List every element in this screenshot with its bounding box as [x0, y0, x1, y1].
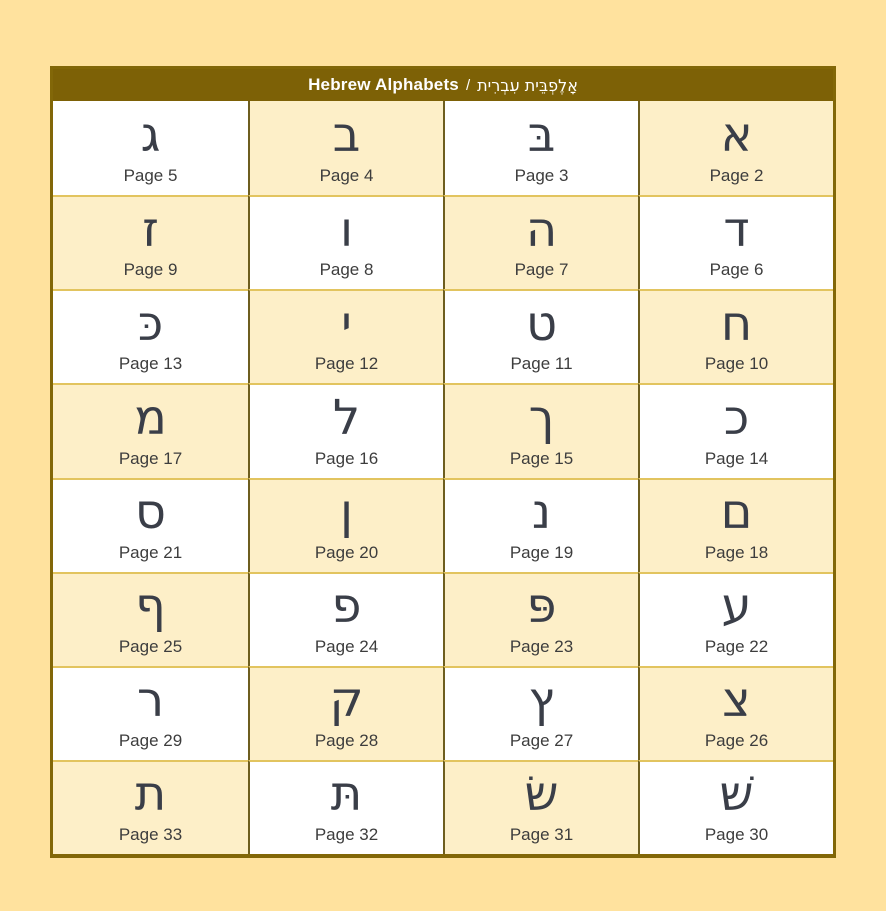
- page-label: Page 3: [514, 166, 569, 186]
- title-separator: /: [465, 76, 471, 94]
- page-label: Page 26: [704, 730, 769, 750]
- hebrew-letter: שׂ: [524, 766, 559, 823]
- hebrew-letter: ח: [720, 295, 753, 352]
- hebrew-letter: ם: [720, 484, 753, 541]
- page-label: Page 11: [510, 354, 573, 374]
- letter-cell[interactable]: [638, 760, 833, 854]
- letter-cell[interactable]: [248, 478, 443, 572]
- page-label: Page 22: [704, 636, 769, 656]
- alphabet-table: [50, 66, 836, 858]
- hebrew-letter: ד: [723, 201, 750, 258]
- hebrew-letter: ב: [332, 106, 361, 163]
- letter-cell[interactable]: [248, 289, 443, 383]
- page-label: Page 29: [118, 730, 183, 750]
- hebrew-letter: ל: [332, 389, 361, 446]
- hebrew-letter: ק: [329, 672, 364, 729]
- letter-cell[interactable]: [638, 101, 833, 195]
- letter-cell[interactable]: [53, 572, 248, 666]
- title-english: Hebrew Alphabets: [308, 75, 459, 94]
- page-label: Page 13: [118, 354, 183, 374]
- letter-cell[interactable]: [248, 760, 443, 854]
- letter-cell[interactable]: [53, 195, 248, 289]
- page-label: Page 9: [123, 260, 178, 280]
- page-label: Page 16: [314, 448, 379, 468]
- page-label: Page 15: [509, 448, 574, 468]
- hebrew-letter: פּ: [526, 578, 557, 635]
- hebrew-letter: ר: [136, 672, 165, 729]
- page-label: Page 12: [314, 354, 379, 374]
- letter-cell[interactable]: [53, 289, 248, 383]
- page-label: Page 4: [319, 166, 374, 186]
- hebrew-letter: ג: [140, 106, 161, 163]
- page-label: Page 33: [118, 825, 183, 844]
- letter-cell[interactable]: [248, 101, 443, 195]
- letter-cell[interactable]: [443, 572, 638, 666]
- page-label: Page 21: [118, 542, 183, 562]
- hebrew-letter: ן: [339, 484, 354, 541]
- letter-cell[interactable]: [248, 572, 443, 666]
- page-label: Page 28: [314, 730, 379, 750]
- hebrew-letter: תּ: [330, 766, 363, 823]
- page-label: Page 20: [314, 542, 379, 562]
- hebrew-letter: שׁ: [719, 766, 754, 823]
- hebrew-letter: ך: [528, 389, 555, 446]
- page-label: Page 2: [709, 166, 764, 186]
- letter-cell[interactable]: [638, 383, 833, 477]
- letter-cell[interactable]: [638, 195, 833, 289]
- letter-cell[interactable]: [53, 478, 248, 572]
- page-label: Page 5: [123, 166, 178, 186]
- hebrew-letter: ץ: [528, 672, 555, 729]
- hebrew-letter: ס: [134, 484, 167, 541]
- letter-cell[interactable]: [248, 195, 443, 289]
- hebrew-letter: כ: [723, 389, 750, 446]
- page-label: Page 6: [709, 260, 764, 280]
- hebrew-letter: כּ: [137, 295, 164, 352]
- letter-cell[interactable]: [248, 666, 443, 760]
- hebrew-letter: ת: [134, 766, 167, 823]
- letter-cell[interactable]: [53, 666, 248, 760]
- letter-cell[interactable]: [443, 478, 638, 572]
- hebrew-letter: צ: [722, 672, 751, 729]
- hebrew-letter: ה: [525, 201, 558, 258]
- hebrew-letter: מ: [134, 389, 167, 446]
- hebrew-letter: ו: [339, 201, 354, 258]
- hebrew-letter: נ: [531, 484, 552, 541]
- letter-cell[interactable]: [638, 289, 833, 383]
- page-label: Page 23: [509, 636, 574, 656]
- page-label: Page 30: [704, 825, 769, 844]
- page-label: Page 14: [704, 448, 769, 468]
- letter-cell[interactable]: [638, 572, 833, 666]
- page-label: Page 17: [118, 448, 183, 468]
- page-label: Page 18: [704, 542, 769, 562]
- letter-cell[interactable]: [443, 666, 638, 760]
- letter-cell[interactable]: [53, 101, 248, 195]
- letter-cell[interactable]: [443, 289, 638, 383]
- letter-cell[interactable]: [248, 383, 443, 477]
- letter-cell[interactable]: [638, 666, 833, 760]
- page-label: Page 19: [509, 542, 574, 562]
- letter-cell[interactable]: [443, 383, 638, 477]
- letter-cell[interactable]: [638, 478, 833, 572]
- letter-cell[interactable]: [53, 760, 248, 854]
- hebrew-letter: ע: [721, 578, 752, 635]
- page-label: Page 27: [509, 730, 574, 750]
- hebrew-letter: ט: [525, 295, 558, 352]
- page-label: Page 8: [319, 260, 374, 280]
- hebrew-letter: פ: [331, 578, 362, 635]
- table-header: [53, 69, 833, 101]
- alphabet-grid: [53, 101, 833, 854]
- letter-cell[interactable]: [443, 101, 638, 195]
- page-label: Page 32: [314, 825, 379, 844]
- hebrew-letter: י: [341, 295, 352, 352]
- letter-cell[interactable]: [443, 760, 638, 854]
- letter-cell[interactable]: [443, 195, 638, 289]
- page-label: Page 24: [314, 636, 379, 656]
- hebrew-letter: ף: [135, 578, 166, 635]
- page-label: Page 10: [704, 354, 769, 374]
- hebrew-letter: ז: [142, 201, 159, 258]
- hebrew-letter: א: [720, 106, 753, 163]
- page-label: Page 25: [118, 636, 183, 656]
- page-label: Page 31: [509, 825, 574, 844]
- hebrew-letter: בּ: [527, 106, 556, 163]
- title-hebrew: אָלֶפְבֵּית עִבְרִית: [477, 75, 578, 95]
- letter-cell[interactable]: [53, 383, 248, 477]
- page-label: Page 7: [514, 260, 569, 280]
